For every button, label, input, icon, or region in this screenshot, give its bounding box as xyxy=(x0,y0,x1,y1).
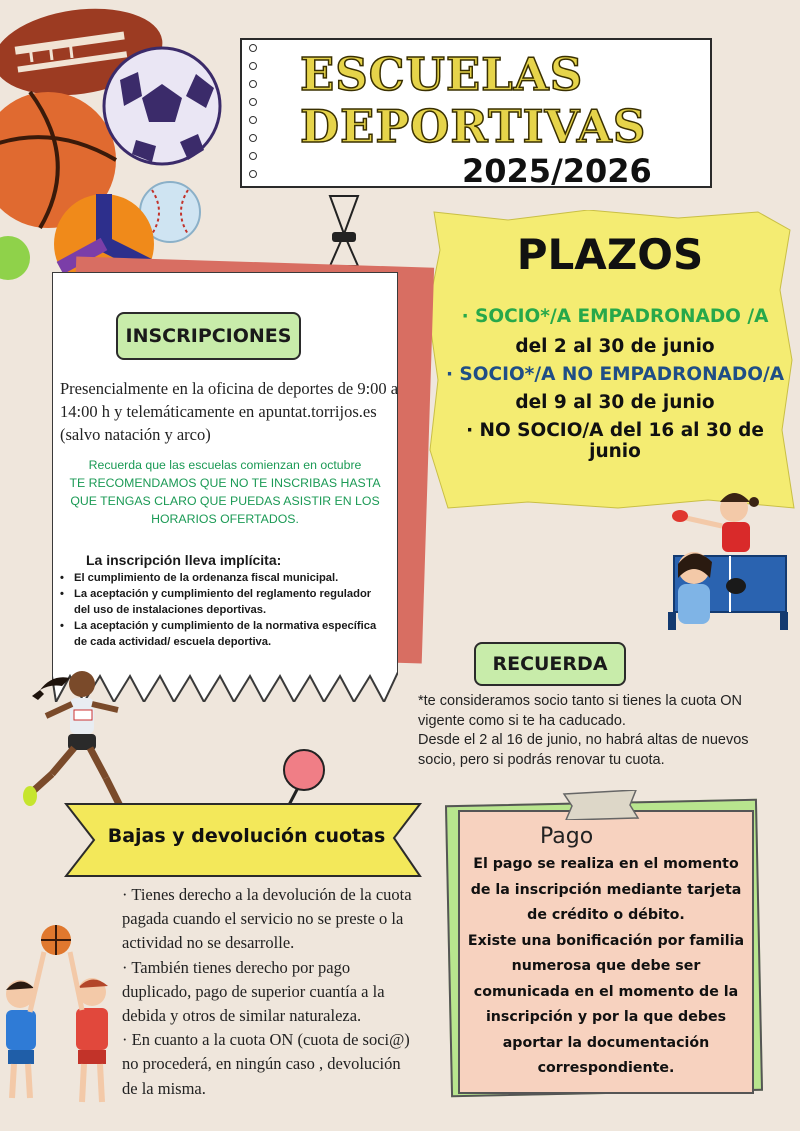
recuerda-text xyxy=(418,692,790,770)
bajas-paragraph: · Tienes derecho a la devolución de la cuota pagada cuando el servicio no se preste o la actividad no se desarrolle. xyxy=(122,885,412,953)
pago-paragraph: El pago se realiza en el momento de la inscripción mediante tarjeta de crédito o débito. xyxy=(470,856,742,923)
plazo-socio-no-empadronado-dates: del 9 al 30 de junio xyxy=(515,392,715,413)
implicit-title: La inscripción lleva implícita: xyxy=(86,552,282,568)
warning-line: TE RECOMENDAMOS QUE NO TE INSCRIBAS HASTA xyxy=(69,476,381,490)
plazo-no-socio: · NO SOCIO/A del 16 al 30 de junio xyxy=(466,420,764,462)
page-title-line2: DEPORTIVAS xyxy=(300,100,647,153)
list-item: • La aceptación y cumplimiento de la normativa específica de cada actividad/ escuela deportiva. xyxy=(60,618,390,650)
inscripciones-body: Presencialmente en la oficina de deportes de 9:00 a 14:00 h y telemáticamente en apuntat.torrijos.es (salvo natación y arco) xyxy=(60,379,399,444)
plazo-socio-empadronado-dates: del 2 al 30 de junio xyxy=(515,336,715,357)
notebook-ring-icon xyxy=(249,152,257,160)
paper-clip-icon xyxy=(322,194,366,268)
tape-icon xyxy=(560,790,640,820)
pago-body xyxy=(462,852,750,1082)
list-item: • La aceptación y cumplimiento del reglamento regulador del uso de instalaciones deportivas. xyxy=(60,586,390,618)
plazos-title: PLAZOS xyxy=(516,230,704,279)
recuerda-badge: RECUERDA xyxy=(474,642,626,686)
tennis-ball-icon xyxy=(0,236,30,280)
bajas-title: Bajas y devolución cuotas xyxy=(107,825,386,847)
warning-line: Recuerda que las escuelas comienzan en octubre xyxy=(88,458,362,472)
pago-title: Pago xyxy=(540,824,594,849)
title-card xyxy=(240,38,712,188)
notebook-ring-icon xyxy=(249,44,257,52)
notebook-ring-icon xyxy=(249,98,257,106)
plazo-socio-empadronado: · SOCIO*/A EMPADRONADO /A xyxy=(461,306,769,327)
bajas-body xyxy=(122,883,412,1101)
inscripciones-badge: INSCRIPCIONES xyxy=(116,312,301,360)
notebook-ring-icon xyxy=(249,80,257,88)
recuerda-line: Desde el 2 al 16 de junio, no habrá altas de nuevos socio, pero si podrás renovar tu cuota. xyxy=(418,732,749,768)
basketball-icon xyxy=(41,925,71,955)
plazo-socio-no-empadronado: · SOCIO*/A NO EMPADRONADO/A xyxy=(445,364,785,385)
soccer-ball-icon xyxy=(104,48,220,164)
bajas-paragraph: · También tienes derecho por pago duplicado, pago de superior cuantía a la debida y otros de similar naturaleza. xyxy=(122,957,385,1026)
pago-paragraph: Existe una bonificación por familia numerosa que debe ser comunicada en el momento de la inscripción y por la que debes aportar la documentación correspondiente. xyxy=(467,932,745,1076)
page-title-line1: ESCUELAS xyxy=(300,48,584,101)
notebook-ring-icon xyxy=(249,116,257,124)
ping-pong-players-illustration xyxy=(664,488,788,633)
implicit-list xyxy=(60,570,390,650)
bajas-paragraph: · En cuanto a la cuota ON (cuota de soci@) no procederá, en ningún caso , devolución de la misma. xyxy=(122,1030,410,1098)
notebook-ring-icon xyxy=(249,134,257,142)
notebook-ring-icon xyxy=(249,170,257,178)
runner-illustration xyxy=(22,664,138,814)
season-year: 2025/2026 xyxy=(462,152,652,190)
notebook-ring-icon xyxy=(249,62,257,70)
list-item: • El cumplimiento de la ordenanza fiscal municipal. xyxy=(60,570,390,586)
warning-line: QUE TENGAS CLARO QUE PUEDAS ASISTIR EN LOS xyxy=(70,494,380,508)
sports-balls-illustration xyxy=(0,0,232,300)
warning-line: HORARIOS OFERTADOS. xyxy=(151,512,299,526)
basketball-kids-illustration xyxy=(0,922,122,1112)
inscripciones-warning xyxy=(60,456,390,528)
recuerda-line: *te consideramos socio tanto si tienes la cuota ON vigente como si te ha caducado. xyxy=(418,693,742,729)
